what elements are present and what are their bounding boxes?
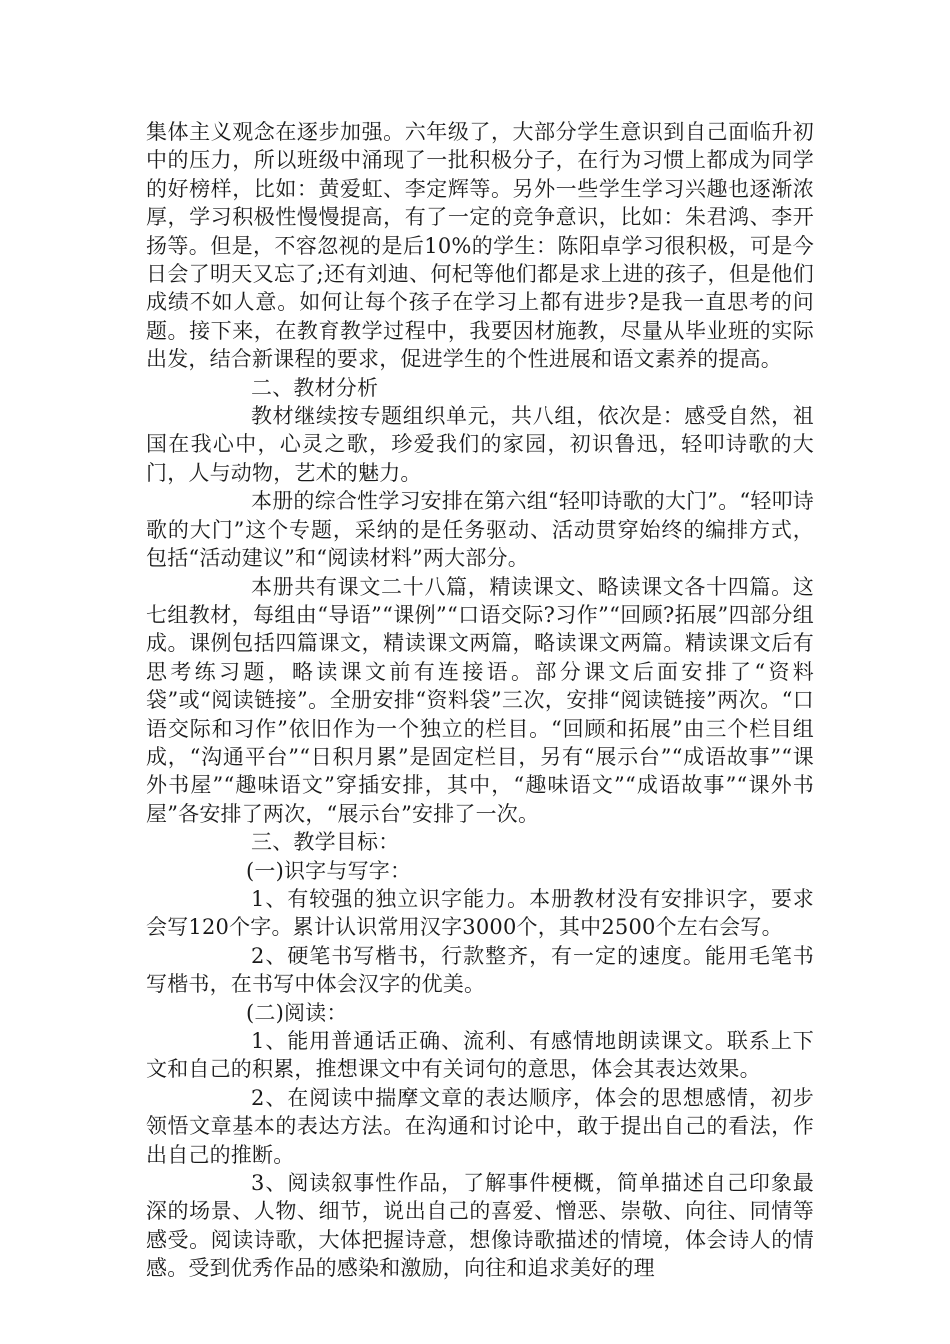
paragraph-goal-reading-1: 1、能用普通话正确、流利、有感情地朗读课文。联系上下文和自己的积累，推想课文中有关词句的意思，体会其表达效果。 [146,1029,814,1082]
paragraph-units: 教材继续按专题组织单元，共八组，依次是：感受自然，祖国在我心中，心灵之歌，珍爱我们的家园，初识鲁迅，轻叩诗歌的大门，人与动物，艺术的魅力。 [146,404,814,485]
heading-textbook-analysis: 二、教材分析 [251,375,379,400]
heading-reading: (二)阅读： [246,1000,348,1025]
paragraph-lessons: 本册共有课文二十八篇，精读课文、略读课文各十四篇。这七组教材，每组由“导语”“课例”“口语交际?习作”“回顾?拓展”四部分组成。课例包括四篇课文，精读课文两篇，略读课文两篇。精读课文后有思考练习题，略读课文前有连接语。部分课文后面安排了“资料袋”或“阅读链接”。全册安排“资料袋”三次，安排“阅读链接”两次。“口语交际和习作”依旧作为一个独立的栏目。“回顾和拓展”由三个栏目组成，“沟通平台”“日积月累”是固定栏目，另有“展示台”“成语故事”“课外书屋”“趣味语文”穿插安排，其中，“趣味语文”“成语故事”“课外书屋”各安排了两次，“展示台”安排了一次。 [146,574,814,826]
heading-literacy-writing: (一)识字与写字： [246,858,412,883]
heading-teaching-goals: 三、教学目标： [251,830,400,855]
paragraph-goal-reading-3: 3、阅读叙事性作品，了解事件梗概，简单描述自己印象最深的场景、人物、细节，说出自己的喜爱、憎恶、崇敬、向往、同情等感受。阅读诗歌，大体把握诗意，想像诗歌描述的情境，体会诗人的情感。受到优秀作品的感染和激励，向往和追求美好的理 [146,1171,814,1281]
paragraph-class-analysis: 集体主义观念在逐步加强。六年级了，大部分学生意识到自己面临升初中的压力，所以班级中涌现了一批积极分子，在行为习惯上都成为同学的好榜样，比如：黄爱虹、李定辉等。另外一些学生学习兴趣也逐渐浓厚，学习积极性慢慢提高，有了一定的竞争意识，比如：朱君鸿、李开扬等。但是，不容忽视的是后10%的学生：陈阳卓学习很积极，可是今日会了明天又忘了;还有刘迪、何杞等他们都是求上进的孩子，但是他们成绩不如人意。如何让每个孩子在学习上都有进步?是我一直思考的问题。接下来，在教育教学过程中，我要因材施教，尽量从毕业班的实际出发，结合新课程的要求，促进学生的个性进展和语文素养的提高。 [146,120,814,372]
paragraph-goal-literacy-1: 1、有较强的独立识字能力。本册教材没有安排识字，要求会写120个字。累计认识常用汉字3000个，其中2500个左右会写。 [146,886,814,940]
paragraph-goal-literacy-2: 2、硬笔书写楷书，行款整齐，有一定的速度。能用毛笔书写楷书，在书写中体会汉字的优美。 [146,943,814,997]
document-body [146,118,814,1283]
paragraph-comprehensive-study: 本册的综合性学习安排在第六组“轻叩诗歌的大门”。“轻叩诗歌的大门”这个专题，采纳的是任务驱动、活动贯穿始终的编排方式，包括“活动建议”和“阅读材料”两大部分。 [146,489,814,571]
paragraph-goal-reading-2: 2、在阅读中揣摩文章的表达顺序，体会的思想感情，初步领悟文章基本的表达方法。在沟通和讨论中，敢于提出自己的看法，作出自己的推断。 [146,1085,814,1167]
